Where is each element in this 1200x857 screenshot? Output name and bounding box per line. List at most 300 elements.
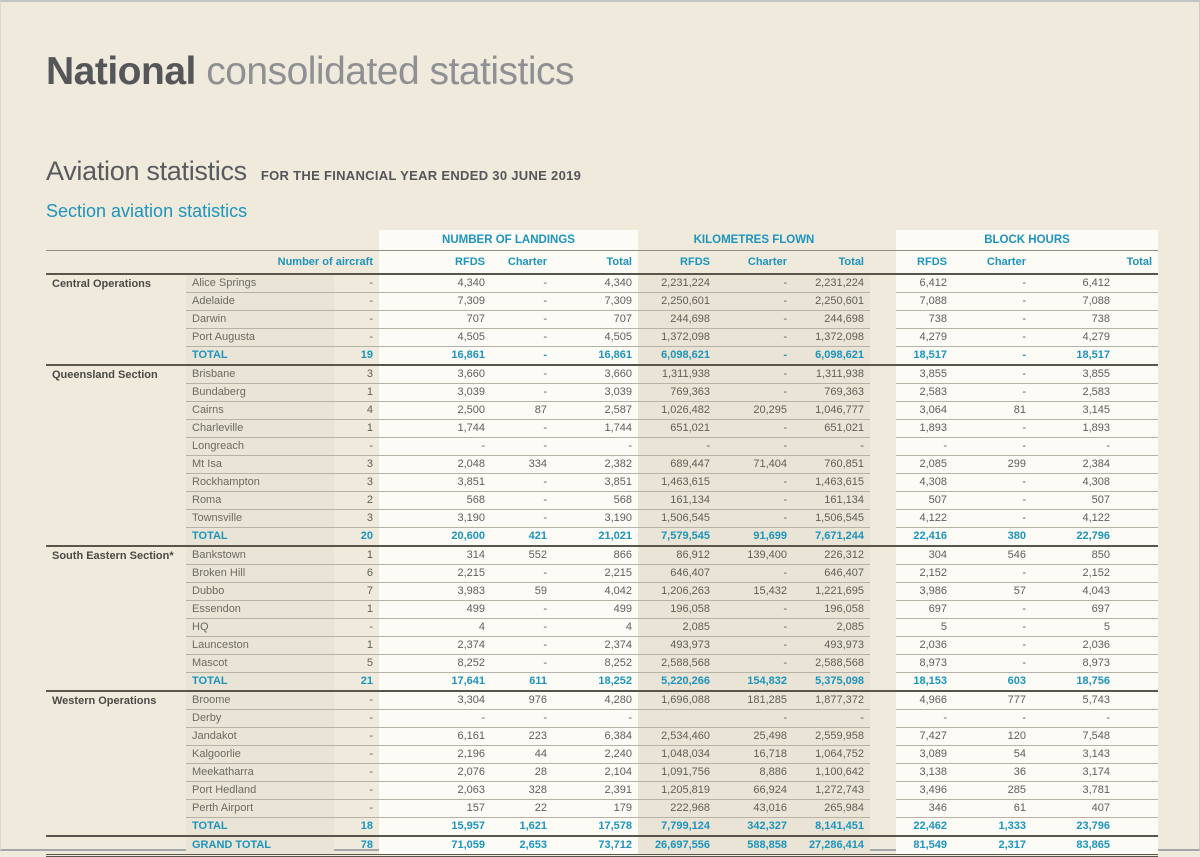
value-cell: 407	[1032, 800, 1158, 818]
value-cell: 18,756	[1032, 673, 1158, 692]
value-cell: -	[953, 601, 1032, 619]
table-row	[46, 764, 1158, 782]
aircraft-count-cell: -	[334, 710, 379, 728]
value-cell: 20,295	[716, 402, 793, 420]
aircraft-count-cell: 1	[334, 420, 379, 438]
location-cell: Kalgoorlie	[186, 746, 334, 764]
value-cell: 689,447	[638, 456, 716, 474]
location-cell: Adelaide	[186, 293, 334, 311]
subtitle: Aviation statistics	[46, 156, 247, 186]
value-cell: 226,312	[793, 546, 870, 565]
value-cell: 7,548	[1032, 728, 1158, 746]
value-cell: 43,016	[716, 800, 793, 818]
value-cell: 4,122	[1032, 510, 1158, 528]
hours-rfds-header: RFDS	[896, 251, 953, 275]
value-cell: 86,912	[638, 546, 716, 565]
aircraft-count-cell: 19	[334, 347, 379, 366]
table-row	[46, 710, 1158, 728]
value-cell: 1,311,938	[638, 365, 716, 384]
value-cell: -	[716, 420, 793, 438]
table-row	[46, 384, 1158, 402]
value-cell: 2,250,601	[793, 293, 870, 311]
value-cell: 5	[1032, 619, 1158, 637]
value-cell: 23,796	[1032, 818, 1158, 837]
value-cell: 28	[491, 764, 553, 782]
value-cell: 850	[1032, 546, 1158, 565]
column-spacer	[870, 746, 896, 764]
total-label: TOTAL	[186, 673, 334, 692]
value-cell: 18,517	[1032, 347, 1158, 366]
value-cell: -	[553, 438, 638, 456]
table-row	[46, 728, 1158, 746]
km-rfds-header: RFDS	[638, 251, 716, 275]
value-cell: 244,698	[638, 311, 716, 329]
table-row	[46, 782, 1158, 800]
value-cell: -	[716, 492, 793, 510]
value-cell: -	[716, 365, 793, 384]
report-page	[1, 50, 1199, 857]
value-cell: 1,206,263	[638, 583, 716, 601]
value-cell: 154,832	[716, 673, 793, 692]
value-cell: 20,600	[379, 528, 491, 547]
value-cell: 3,143	[1032, 746, 1158, 764]
value-cell: 2,587	[553, 402, 638, 420]
value-cell: -	[716, 710, 793, 728]
value-cell: 8,973	[1032, 655, 1158, 673]
value-cell: 646,407	[638, 565, 716, 583]
value-cell: 2,215	[553, 565, 638, 583]
value-cell: -	[953, 637, 1032, 655]
section-total-row	[46, 528, 1158, 547]
value-cell: 6,384	[553, 728, 638, 746]
value-cell: 5	[896, 619, 953, 637]
value-cell: -	[716, 601, 793, 619]
km-charter-header: Charter	[716, 251, 793, 275]
value-cell: 1,205,819	[638, 782, 716, 800]
value-cell: 161,134	[793, 492, 870, 510]
column-spacer	[870, 420, 896, 438]
aircraft-count-cell: 4	[334, 402, 379, 420]
value-cell: 3,855	[896, 365, 953, 384]
value-cell: -	[953, 619, 1032, 637]
value-cell: 3,190	[379, 510, 491, 528]
value-cell: 3,851	[553, 474, 638, 492]
value-cell: 588,858	[716, 836, 793, 856]
aircraft-count-cell: 2	[334, 492, 379, 510]
group-header-block-hours: BLOCK HOURS	[896, 230, 1158, 251]
value-cell: 1,893	[896, 420, 953, 438]
value-cell: 4,122	[896, 510, 953, 528]
value-cell: -	[953, 565, 1032, 583]
value-cell: -	[716, 510, 793, 528]
value-cell: -	[716, 619, 793, 637]
aircraft-count-cell: 1	[334, 546, 379, 565]
location-cell: Cairns	[186, 402, 334, 420]
value-cell: -	[491, 655, 553, 673]
value-cell: 4,042	[553, 583, 638, 601]
value-cell: -	[491, 601, 553, 619]
value-cell: 6,412	[896, 274, 953, 293]
value-cell: -	[953, 510, 1032, 528]
value-cell: 16,861	[553, 347, 638, 366]
value-cell: 1,100,642	[793, 764, 870, 782]
value-cell: -	[491, 474, 553, 492]
value-cell: -	[953, 293, 1032, 311]
column-spacer	[870, 365, 896, 384]
value-cell: 17,641	[379, 673, 491, 692]
value-cell: 222,968	[638, 800, 716, 818]
value-cell: 1,064,752	[793, 746, 870, 764]
value-cell: -	[379, 710, 491, 728]
value-cell: 3,983	[379, 583, 491, 601]
value-cell: 1,621	[491, 818, 553, 837]
value-cell: 1,744	[379, 420, 491, 438]
section-name: South Eastern Section*	[46, 546, 186, 691]
value-cell: 25,498	[716, 728, 793, 746]
value-cell: 1,091,756	[638, 764, 716, 782]
column-spacer	[870, 347, 896, 366]
page-title-bold: National	[46, 50, 196, 93]
column-spacer	[870, 818, 896, 837]
value-cell: 1,506,545	[793, 510, 870, 528]
value-cell: 1,506,545	[638, 510, 716, 528]
value-cell: 27,286,414	[793, 836, 870, 856]
value-cell: 157	[379, 800, 491, 818]
page-title-light: consolidated statistics	[195, 50, 575, 93]
aircraft-count-cell: 3	[334, 456, 379, 474]
column-header-row	[46, 251, 1158, 275]
value-cell: 546	[953, 546, 1032, 565]
table-row	[46, 601, 1158, 619]
location-cell: Essendon	[186, 601, 334, 619]
section-name: Western Operations	[46, 691, 186, 836]
value-cell: 611	[491, 673, 553, 692]
value-cell: 707	[379, 311, 491, 329]
location-cell: Port Augusta	[186, 329, 334, 347]
value-cell: -	[953, 311, 1032, 329]
column-spacer	[870, 673, 896, 692]
aviation-statistics-table	[46, 230, 1158, 857]
value-cell: -	[716, 438, 793, 456]
aircraft-count-cell: -	[334, 619, 379, 637]
total-label: TOTAL	[186, 528, 334, 547]
column-spacer	[870, 293, 896, 311]
value-cell: 4,966	[896, 691, 953, 710]
location-cell: Brisbane	[186, 365, 334, 384]
column-spacer	[870, 510, 896, 528]
column-spacer	[870, 691, 896, 710]
value-cell: 2,588,568	[793, 655, 870, 673]
value-cell: 81,549	[896, 836, 953, 856]
value-cell: 15,957	[379, 818, 491, 837]
value-cell: 2,374	[379, 637, 491, 655]
value-cell: -	[553, 710, 638, 728]
value-cell: 26,697,556	[638, 836, 716, 856]
value-cell: 57	[953, 583, 1032, 601]
value-cell: 646,407	[793, 565, 870, 583]
grand-total-row	[46, 836, 1158, 856]
value-cell: 61	[953, 800, 1032, 818]
value-cell: 421	[491, 528, 553, 547]
value-cell: 3,660	[379, 365, 491, 384]
aircraft-count-cell: 18	[334, 818, 379, 837]
column-spacer	[870, 402, 896, 420]
column-spacer	[870, 384, 896, 402]
location-cell: Broken Hill	[186, 565, 334, 583]
value-cell: 2,391	[553, 782, 638, 800]
column-spacer	[870, 655, 896, 673]
value-cell: -	[716, 311, 793, 329]
value-cell: -	[716, 293, 793, 311]
table-row	[46, 293, 1158, 311]
value-cell: -	[491, 619, 553, 637]
value-cell: 1,893	[1032, 420, 1158, 438]
table-row	[46, 474, 1158, 492]
location-cell: Bundaberg	[186, 384, 334, 402]
value-cell: -	[491, 710, 553, 728]
table-body	[46, 274, 1158, 856]
value-cell: -	[716, 274, 793, 293]
section-total-row	[46, 347, 1158, 366]
location-cell: Roma	[186, 492, 334, 510]
value-cell: 2,085	[896, 456, 953, 474]
value-cell: 2,382	[553, 456, 638, 474]
aircraft-count-cell: -	[334, 293, 379, 311]
column-spacer	[870, 637, 896, 655]
value-cell: 18,252	[553, 673, 638, 692]
value-cell: 91,699	[716, 528, 793, 547]
value-cell: 499	[379, 601, 491, 619]
value-cell: 18,517	[896, 347, 953, 366]
group-header-landings: NUMBER OF LANDINGS	[379, 230, 638, 251]
value-cell: 81	[953, 402, 1032, 420]
value-cell: 769,363	[638, 384, 716, 402]
value-cell: 8,252	[553, 655, 638, 673]
value-cell: 2,063	[379, 782, 491, 800]
table-row	[46, 365, 1158, 384]
value-cell: -	[491, 438, 553, 456]
column-spacer	[870, 311, 896, 329]
value-cell: 342,327	[716, 818, 793, 837]
value-cell: 16,718	[716, 746, 793, 764]
value-cell: 3,304	[379, 691, 491, 710]
value-cell: 3,660	[553, 365, 638, 384]
value-cell: -	[1032, 438, 1158, 456]
value-cell: 3,039	[379, 384, 491, 402]
value-cell: 7,088	[896, 293, 953, 311]
column-spacer	[870, 492, 896, 510]
value-cell: 4	[553, 619, 638, 637]
value-cell: 2,653	[491, 836, 553, 856]
value-cell: 334	[491, 456, 553, 474]
column-spacer	[870, 474, 896, 492]
value-cell: 738	[896, 311, 953, 329]
landings-rfds-header: RFDS	[379, 251, 491, 275]
aircraft-count-cell: 1	[334, 384, 379, 402]
value-cell: 2,240	[553, 746, 638, 764]
aircraft-count-cell: -	[334, 438, 379, 456]
value-cell: 568	[379, 492, 491, 510]
value-cell: 493,973	[793, 637, 870, 655]
value-cell: 18,153	[896, 673, 953, 692]
value-cell: 328	[491, 782, 553, 800]
value-cell: -	[953, 329, 1032, 347]
value-cell: 769,363	[793, 384, 870, 402]
location-cell: HQ	[186, 619, 334, 637]
value-cell: 181,285	[716, 691, 793, 710]
value-cell: 73,712	[553, 836, 638, 856]
column-spacer	[870, 528, 896, 547]
column-spacer	[870, 782, 896, 800]
aircraft-count-cell: 20	[334, 528, 379, 547]
value-cell: 5,743	[1032, 691, 1158, 710]
value-cell: 5,220,266	[638, 673, 716, 692]
value-cell: 16,861	[379, 347, 491, 366]
value-cell: 2,076	[379, 764, 491, 782]
grand-total-section-spacer	[46, 836, 186, 856]
value-cell: 346	[896, 800, 953, 818]
table-row	[46, 456, 1158, 474]
total-label: TOTAL	[186, 347, 334, 366]
grand-total-label: GRAND TOTAL	[186, 836, 334, 856]
aircraft-count-cell: -	[334, 691, 379, 710]
value-cell: 3,855	[1032, 365, 1158, 384]
aircraft-count-cell: -	[334, 728, 379, 746]
value-cell: 161,134	[638, 492, 716, 510]
value-cell: 3,851	[379, 474, 491, 492]
landings-charter-header: Charter	[491, 251, 553, 275]
value-cell: 697	[1032, 601, 1158, 619]
value-cell: 2,317	[953, 836, 1032, 856]
table-row	[46, 691, 1158, 710]
value-cell: -	[896, 710, 953, 728]
location-cell: Port Hedland	[186, 782, 334, 800]
value-cell: 507	[896, 492, 953, 510]
value-cell: 4,505	[379, 329, 491, 347]
value-cell: 7,427	[896, 728, 953, 746]
value-cell: 139,400	[716, 546, 793, 565]
value-cell: 4,279	[1032, 329, 1158, 347]
value-cell: 4	[379, 619, 491, 637]
value-cell: 1,372,098	[793, 329, 870, 347]
section-heading: Section aviation statistics	[46, 201, 248, 221]
value-cell: 6,412	[1032, 274, 1158, 293]
value-cell: 4,340	[379, 274, 491, 293]
value-cell: 22	[491, 800, 553, 818]
value-cell: 2,374	[553, 637, 638, 655]
table-row	[46, 546, 1158, 565]
landings-total-header: Total	[553, 251, 638, 275]
value-cell: 7,799,124	[638, 818, 716, 837]
value-cell: -	[491, 420, 553, 438]
value-cell: 777	[953, 691, 1032, 710]
value-cell: 1,272,743	[793, 782, 870, 800]
table-row	[46, 800, 1158, 818]
value-cell: 3,089	[896, 746, 953, 764]
value-cell: -	[896, 438, 953, 456]
value-cell: 1,333	[953, 818, 1032, 837]
hours-total-header: Total	[1032, 251, 1158, 275]
value-cell: 493,973	[638, 637, 716, 655]
value-cell: 2,231,224	[638, 274, 716, 293]
value-cell: 304	[896, 546, 953, 565]
aircraft-count-cell: 21	[334, 673, 379, 692]
column-spacer	[870, 583, 896, 601]
value-cell: 2,085	[793, 619, 870, 637]
aircraft-count-cell: 3	[334, 510, 379, 528]
value-cell: 3,138	[896, 764, 953, 782]
total-label: TOTAL	[186, 818, 334, 837]
location-cell: Rockhampton	[186, 474, 334, 492]
value-cell: -	[491, 565, 553, 583]
page-title	[46, 50, 1154, 94]
value-cell: 87	[491, 402, 553, 420]
value-cell: 8,252	[379, 655, 491, 673]
table-row	[46, 637, 1158, 655]
value-cell: 244,698	[793, 311, 870, 329]
column-spacer	[870, 800, 896, 818]
value-cell: 223	[491, 728, 553, 746]
value-cell: 5,375,098	[793, 673, 870, 692]
value-cell: 3,174	[1032, 764, 1158, 782]
value-cell: -	[491, 637, 553, 655]
table-row	[46, 746, 1158, 764]
value-cell: -	[953, 365, 1032, 384]
value-cell: 7,309	[553, 293, 638, 311]
value-cell: 1,877,372	[793, 691, 870, 710]
value-cell: 66,924	[716, 782, 793, 800]
location-cell: Launceston	[186, 637, 334, 655]
value-cell: 380	[953, 528, 1032, 547]
value-cell: -	[1032, 710, 1158, 728]
value-cell: 976	[491, 691, 553, 710]
value-cell: -	[716, 565, 793, 583]
value-cell: 6,098,621	[638, 347, 716, 366]
subtitle-row	[46, 156, 1154, 187]
section-total-row	[46, 673, 1158, 692]
value-cell: 4,280	[553, 691, 638, 710]
value-cell: -	[953, 274, 1032, 293]
value-cell: 6,161	[379, 728, 491, 746]
aircraft-count-cell: 3	[334, 365, 379, 384]
value-cell: 697	[896, 601, 953, 619]
value-cell: -	[491, 365, 553, 384]
value-cell: 1,311,938	[793, 365, 870, 384]
column-spacer	[870, 329, 896, 347]
table-row	[46, 655, 1158, 673]
value-cell: -	[491, 274, 553, 293]
value-cell: 2,588,568	[638, 655, 716, 673]
value-cell: 7,088	[1032, 293, 1158, 311]
value-cell: 507	[1032, 492, 1158, 510]
location-cell: Broome	[186, 691, 334, 710]
value-cell: 36	[953, 764, 1032, 782]
value-cell: 2,036	[896, 637, 953, 655]
table-row	[46, 565, 1158, 583]
value-cell: 7,671,244	[793, 528, 870, 547]
location-cell: Jandakot	[186, 728, 334, 746]
location-cell: Mt Isa	[186, 456, 334, 474]
aircraft-count-cell: 1	[334, 637, 379, 655]
value-cell: 4,340	[553, 274, 638, 293]
value-cell: 2,152	[1032, 565, 1158, 583]
value-cell: -	[716, 329, 793, 347]
column-spacer	[870, 728, 896, 746]
value-cell: 83,865	[1032, 836, 1158, 856]
value-cell: -	[491, 384, 553, 402]
value-cell: -	[793, 710, 870, 728]
value-cell: 2,583	[896, 384, 953, 402]
